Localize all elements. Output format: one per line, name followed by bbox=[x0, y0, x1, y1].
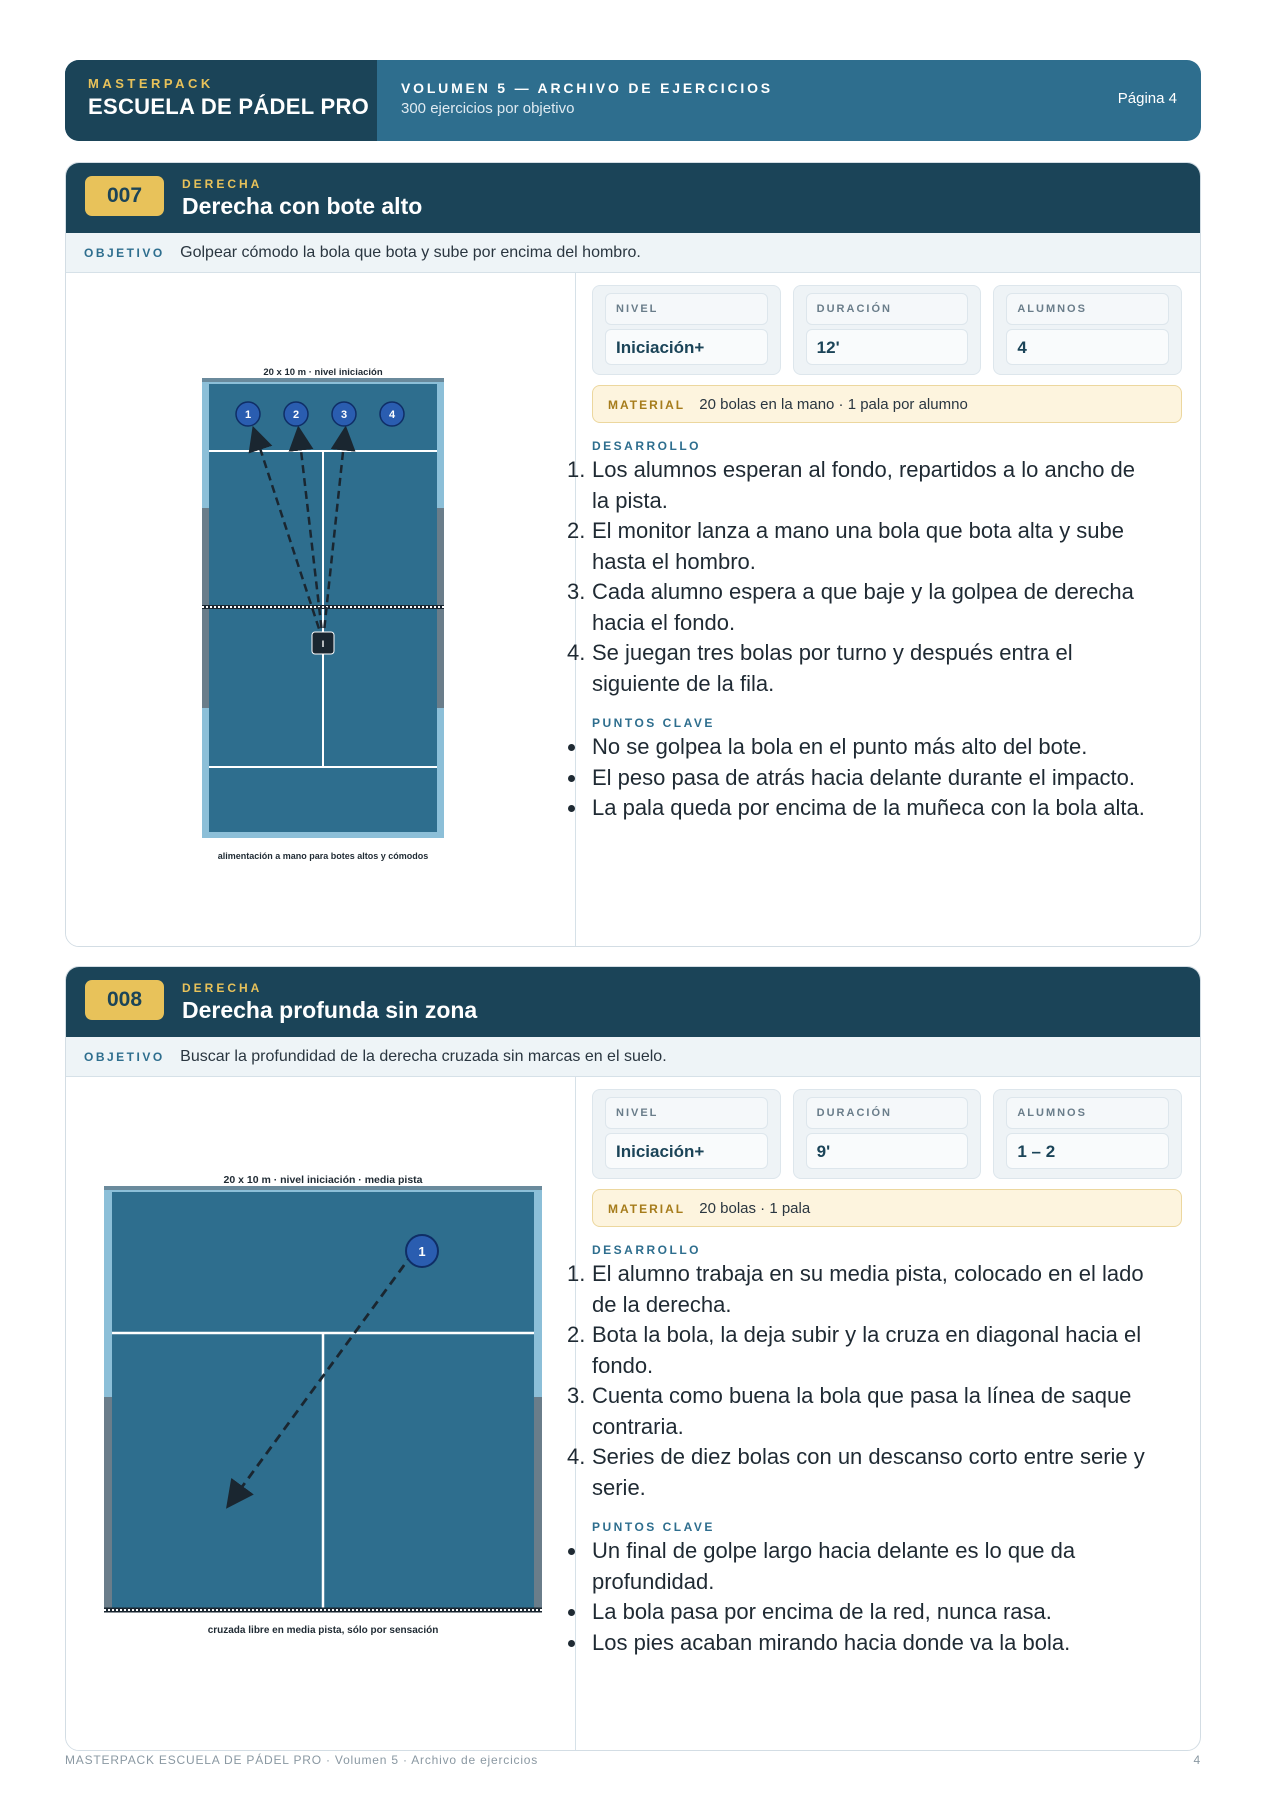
court-caption: cruzada libre en media pista, sólo por sensación bbox=[207, 1625, 439, 1636]
development-step: 1. Los alumnos esperan al fondo, repartidos a lo ancho de la pista. bbox=[567, 457, 1136, 513]
objective-label: OBJETIVO bbox=[84, 246, 165, 260]
stat-value: Iniciación+ bbox=[605, 329, 768, 365]
court-top-wall bbox=[202, 378, 444, 382]
exercise-body bbox=[66, 273, 1200, 946]
objective-text: Buscar la profundidad de la derecha cruzada sin marcas en el suelo. bbox=[180, 1048, 667, 1065]
exercise-title: Derecha con bote alto bbox=[182, 193, 423, 219]
stat-value: Iniciación+ bbox=[605, 1133, 768, 1169]
player-marker bbox=[332, 402, 356, 426]
stats-row bbox=[592, 1089, 1182, 1179]
stat-label: ALUMNOS bbox=[1006, 1097, 1169, 1129]
development-step: 1. El alumno trabaja en su media pista, colocado en el lado de la derecha. bbox=[567, 1261, 1144, 1317]
volume-title: VOLUMEN 5 — ARCHIVO DE EJERCICIOS bbox=[401, 80, 773, 96]
footer-page-number: 4 bbox=[1193, 1753, 1201, 1767]
page-number: Página 4 bbox=[1117, 90, 1177, 107]
brand-block bbox=[65, 60, 377, 141]
stat-value: 9' bbox=[806, 1133, 969, 1169]
stat-label: NIVEL bbox=[605, 1097, 768, 1129]
stat-value: 1 – 2 bbox=[1006, 1133, 1169, 1169]
development-step: 3. Cada alumno espera a que baje y la golpea de derecha hacia el fondo. bbox=[567, 579, 1134, 635]
development-step: 3. Cuenta como buena la bola que pasa la línea de saque contraria. bbox=[567, 1383, 1132, 1439]
page-footer bbox=[65, 1753, 1201, 1767]
exercise-card bbox=[65, 162, 1201, 947]
exercise-header bbox=[66, 163, 1200, 233]
svg-text:4: 4 bbox=[388, 409, 396, 421]
exercise-number: 008 bbox=[85, 980, 164, 1020]
stat-label: DURACIÓN bbox=[806, 293, 969, 325]
material-box bbox=[592, 385, 1182, 423]
development-step: 4. Series de diez bolas con un descanso corto entre serie y serie. bbox=[567, 1444, 1145, 1500]
development-step: 2. Bota la bola, la deja subir y la cruza en diagonal hacia el fondo. bbox=[567, 1322, 1142, 1378]
objective-text: Golpear cómodo la bola que bota y sube por encima del hombro. bbox=[180, 244, 641, 261]
development-list bbox=[567, 1259, 1182, 1503]
keypoint: No se golpea la bola en el punto más alto del bote. bbox=[592, 732, 1182, 763]
development-step: 2. El monitor lanza a mano una bola que bota alta y sube hasta el hombro. bbox=[567, 518, 1125, 574]
court-diagram bbox=[66, 1077, 576, 1750]
stat-duration bbox=[793, 1089, 982, 1179]
court-top-wall bbox=[104, 1186, 542, 1190]
exercise-card bbox=[65, 966, 1201, 1751]
keypoints-list bbox=[592, 1536, 1182, 1658]
objective-bar bbox=[66, 1037, 1200, 1077]
stat-level bbox=[592, 1089, 781, 1179]
stat-label: DURACIÓN bbox=[806, 1097, 969, 1129]
material-box bbox=[592, 1189, 1182, 1227]
player-marker bbox=[380, 402, 404, 426]
coach-marker bbox=[312, 632, 334, 654]
stat-level bbox=[592, 285, 781, 375]
court-svg bbox=[66, 1077, 576, 1750]
keypoints-heading: PUNTOS CLAVE bbox=[592, 716, 715, 730]
keypoints-heading: PUNTOS CLAVE bbox=[592, 1520, 715, 1534]
development-step: 4. Se juegan tres bolas por turno y después entra el siguiente de la fila. bbox=[567, 640, 1073, 696]
exercise-category: DERECHA bbox=[182, 177, 263, 191]
keypoint: La bola pasa por encima de la red, nunca rasa. bbox=[592, 1597, 1182, 1628]
court-caption: alimentación a mano para botes altos y cómodos bbox=[217, 851, 429, 861]
volume-block bbox=[377, 60, 1118, 141]
stat-students bbox=[993, 285, 1182, 375]
court-top-label: 20 x 10 m · nivel iniciación · media pista bbox=[223, 1174, 423, 1186]
material-text: 20 bolas · 1 pala bbox=[699, 1200, 811, 1217]
page-header bbox=[65, 60, 1201, 141]
court-right-mesh bbox=[534, 1397, 542, 1610]
brand-name: ESCUELA DE PÁDEL PRO bbox=[88, 94, 370, 119]
development-list bbox=[567, 455, 1182, 699]
svg-text:3: 3 bbox=[340, 409, 348, 421]
svg-text:1: 1 bbox=[418, 1244, 426, 1259]
objective-bar bbox=[66, 233, 1200, 273]
svg-text:2: 2 bbox=[292, 409, 300, 421]
stat-value: 12' bbox=[806, 329, 969, 365]
material-label: MATERIAL bbox=[608, 398, 686, 412]
stats-row bbox=[592, 285, 1182, 375]
exercise-title: Derecha profunda sin zona bbox=[182, 997, 478, 1023]
stat-value: 4 bbox=[1006, 329, 1169, 365]
footer-title: MASTERPACK ESCUELA DE PÁDEL PRO · Volumen 5 · Archivo de ejercicios bbox=[65, 1753, 539, 1767]
objective-label: OBJETIVO bbox=[84, 1050, 165, 1064]
svg-text:I: I bbox=[321, 639, 325, 649]
exercise-category: DERECHA bbox=[182, 981, 263, 995]
exercise-header bbox=[66, 967, 1200, 1037]
court-diagram bbox=[66, 273, 576, 946]
volume-subtitle: 300 ejercicios por objetivo bbox=[401, 100, 575, 117]
court-top-label: 20 x 10 m · nivel iniciación bbox=[263, 367, 383, 378]
court-svg bbox=[66, 273, 576, 946]
development-heading: DESARROLLO bbox=[592, 1243, 701, 1257]
stat-label: NIVEL bbox=[605, 293, 768, 325]
player-marker bbox=[406, 1235, 438, 1267]
player-marker bbox=[284, 402, 308, 426]
stat-duration bbox=[793, 285, 982, 375]
material-text: 20 bolas en la mano · 1 pala por alumno bbox=[699, 396, 968, 413]
keypoints-list bbox=[592, 732, 1182, 824]
keypoint: El peso pasa de atrás hacia delante durante el impacto. bbox=[592, 763, 1182, 794]
stat-label: ALUMNOS bbox=[1006, 293, 1169, 325]
material-label: MATERIAL bbox=[608, 1202, 686, 1216]
brand-kicker: MASTERPACK bbox=[88, 76, 214, 91]
keypoint: Los pies acaban mirando hacia donde va la bola. bbox=[592, 1628, 1182, 1659]
player-marker bbox=[236, 402, 260, 426]
keypoint: Un final de golpe largo hacia delante es lo que da profundidad. bbox=[592, 1536, 1182, 1597]
svg-text:1: 1 bbox=[244, 409, 252, 421]
exercise-number: 007 bbox=[85, 176, 164, 216]
court-left-mesh bbox=[104, 1397, 112, 1610]
exercise-body bbox=[66, 1077, 1200, 1750]
keypoint: La pala queda por encima de la muñeca con la bola alta. bbox=[592, 793, 1182, 824]
stat-students bbox=[993, 1089, 1182, 1179]
development-heading: DESARROLLO bbox=[592, 439, 701, 453]
